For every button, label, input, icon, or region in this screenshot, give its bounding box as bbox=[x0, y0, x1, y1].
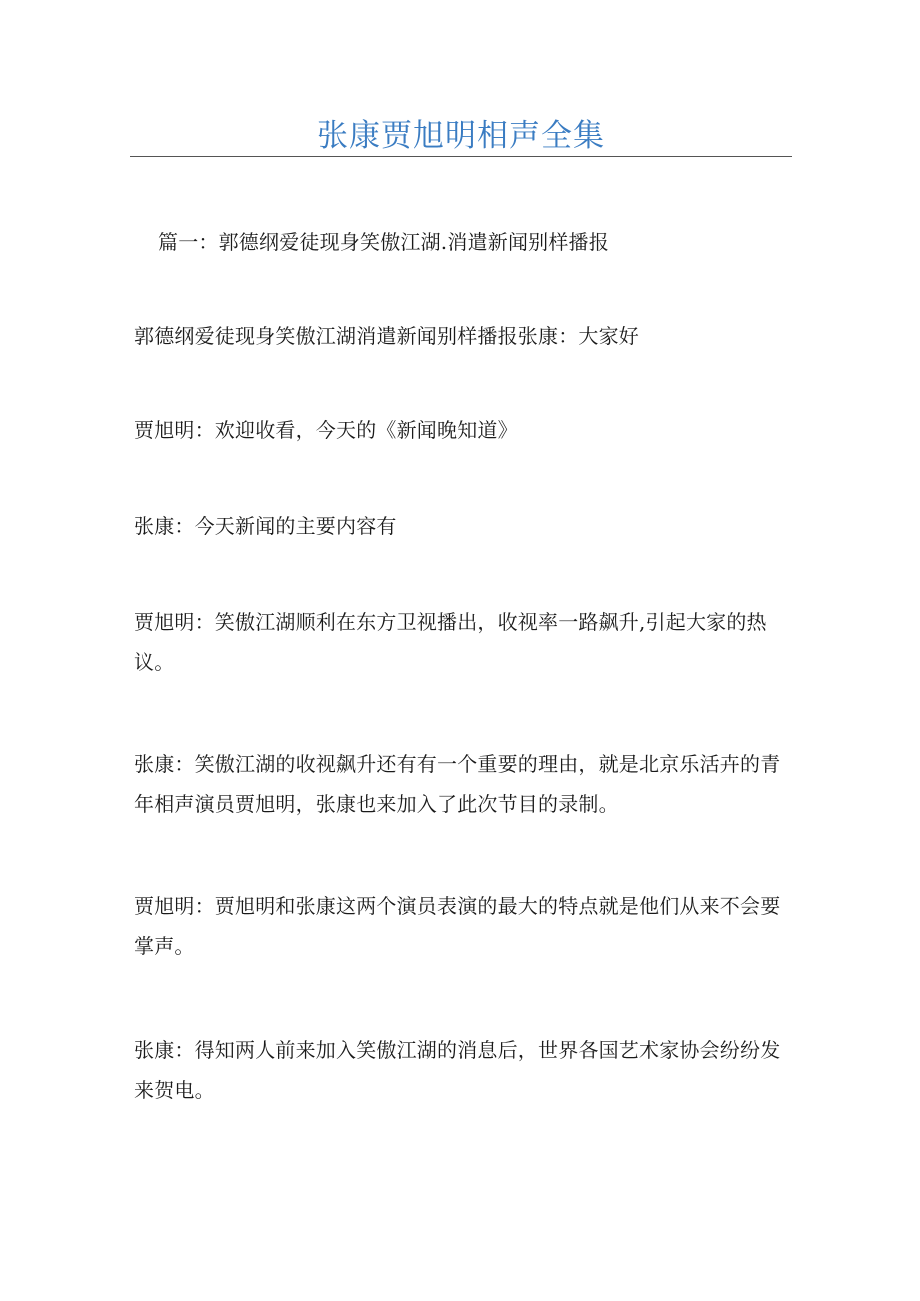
paragraph: 张康：今天新闻的主要内容有 bbox=[134, 514, 397, 538]
paragraph: 贾旭明：贾旭明和张康这两个演员表演的最大的特点就是他们从来不会要掌声。 bbox=[134, 894, 781, 958]
paragraph: 贾旭明：笑傲江湖顺利在东方卫视播出，收视率一路飙升,引起大家的热议。 bbox=[134, 610, 767, 674]
paragraph: 郭德纲爱徒现身笑傲江湖消遣新闻别样播报张康：大家好 bbox=[134, 324, 639, 348]
paragraph: 贾旭明：欢迎收看，今天的《新闻晚知道》 bbox=[134, 418, 518, 442]
section-heading: 篇一：郭德纲爱徒现身笑傲江湖.消遣新闻别样播报 bbox=[158, 230, 609, 254]
paragraph: 张康：笑傲江湖的收视飙升还有有一个重要的理由，就是北京乐活卉的青年相声演员贾旭明，张康也来加入了此次节目的录制。 bbox=[134, 752, 781, 816]
document-title: 张康贾旭明相声全集 bbox=[317, 118, 605, 154]
paragraph: 张康：得知两人前来加入笑傲江湖的消息后，世界各国艺术家协会纷纷发来贺电。 bbox=[134, 1038, 781, 1102]
